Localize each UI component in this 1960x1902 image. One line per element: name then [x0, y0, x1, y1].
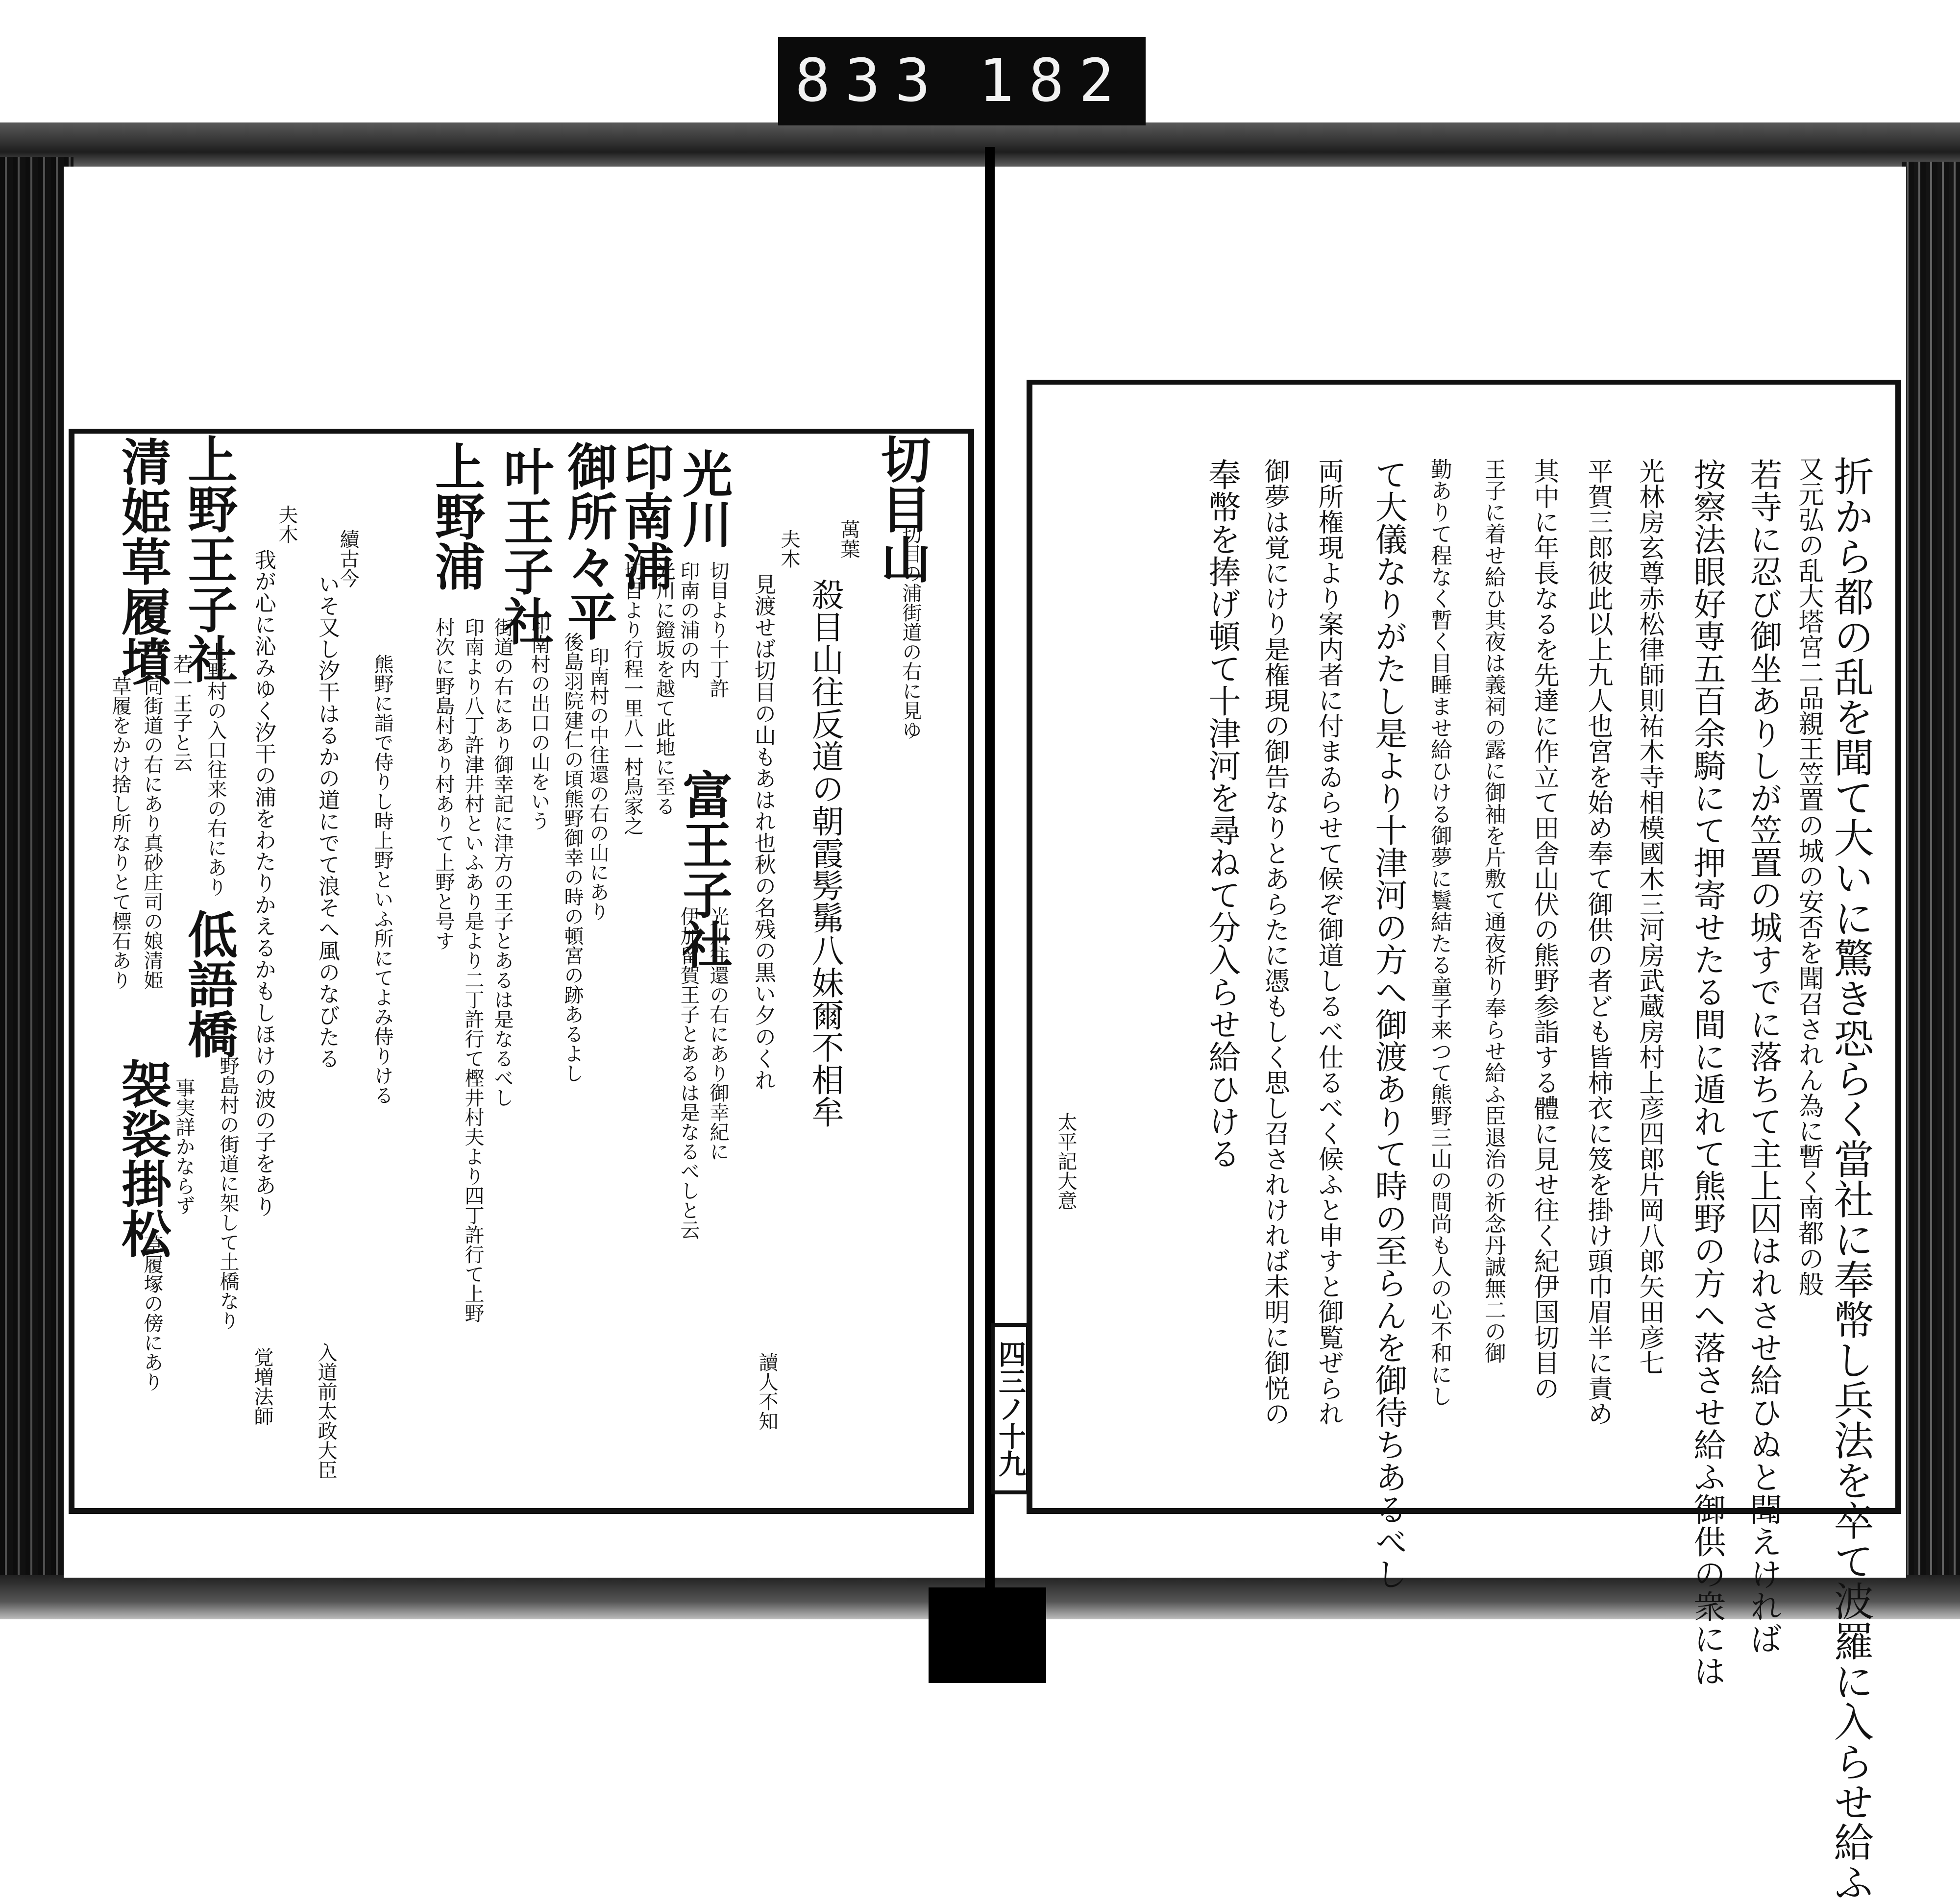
kano-oji-note-4: 村次に野島村あり村ありて上野と号す — [432, 617, 455, 951]
ueno-oji-title: 上野王子社 — [179, 434, 238, 683]
ueno-ura-author: 入道前太政大臣 — [315, 1342, 337, 1480]
frame-number-right: 182 — [979, 47, 1129, 115]
kirime-note: 切目の浦街道の右に見ゆ — [899, 524, 922, 740]
gosho-title: 御所々平 — [559, 441, 618, 641]
right-col-11: 両所権現より案内者に付まゐらせて候ぞ御道しるべ仕るべく候ふと申すと御覧ぜられ — [1314, 458, 1343, 1426]
tomi-oji-note-2: 伊加留賀王子とあるは是なるべしと云 — [677, 906, 700, 1240]
kirime-poem-2: 見渡せば切目の山もあはれ也秋の名残の黒い夕のくれ — [751, 573, 776, 1091]
teigo-bridge-note-1: 野島村の街道に架して土橋なり — [217, 1056, 239, 1330]
kirime-title: 切目山 — [873, 434, 931, 584]
hikari-note-3: 光川に鐙坂を越て此地に至る — [653, 561, 675, 816]
kano-oji-note-3: 印南より八丁許津井村といふあり是より二丁許行て樫井村夫より四丁許行て上野 — [462, 617, 484, 1323]
right-col-5: 光林房玄尊赤松律師則祐木寺相模國木三河房武蔵房村上彦四郎片岡八郎矢田彦七 — [1635, 458, 1664, 1375]
kiyohime-title: 清姫草履墳 — [113, 436, 172, 686]
inami-note-1: 後島羽院建仁の頃熊野御幸の時の頓宮の跡あるよし — [561, 632, 584, 1083]
ueno-ura-title: 上野浦 — [427, 441, 486, 591]
right-col-3: 若寺に忍び御坐ありしが笠置の城すでに落ちて主上囚はれさせ給ひぬと聞えければ — [1744, 458, 1782, 1655]
ueno-oji-note-2: 上野村の入口往来の右にあり — [204, 642, 227, 897]
kirime-poem: 殺目山往反道の朝霞髣髴八妹爾不相牟 — [806, 578, 844, 1128]
folio-number: 四三ノ十九 — [991, 1323, 1030, 1494]
right-col-1: 折から都の乱を聞て大いに驚き恐らく當社に奉幣し兵法を卒て波羅に入らせ給ふ — [1827, 456, 1874, 1902]
right-source-tag: 太平記大意 — [1054, 1112, 1077, 1210]
hikari-note-4: 切目より行程一里八一村鳥家之 — [621, 561, 643, 835]
kiyohime-note-2: 草履をかけ捨し所なりとて標石あり — [109, 676, 131, 990]
frame-number-left: 833 — [795, 47, 945, 115]
hikari-note-1: 切目より十丁許 — [707, 561, 729, 698]
tomi-oji-note-1: 光川往還の右にあり御幸紀に — [707, 906, 729, 1161]
inami-note-2: 印南村の中往還の右の山にあり — [587, 647, 609, 921]
right-col-13: 奉幣を捧げ頓て十津河を尋ねて分入らせ給ひける — [1203, 458, 1241, 1170]
hikari-note-2: 印南の浦の内 — [677, 561, 700, 679]
teigo-bridge-title: 低語橋 — [179, 909, 238, 1059]
fuboku-tag: 夫木 — [275, 505, 298, 544]
kiyohime-note-1: 同街道の右にあり真砂庄司の娘清姫 — [141, 676, 163, 990]
right-col-6: 平賀三郎彼此以上九人也宮を始め奉て御供の者ども皆柿衣に笈を掛け頭巾眉半に責め — [1583, 458, 1613, 1426]
kesa-pine-note: 草履塚の傍にあり — [141, 1235, 163, 1391]
ueno-ura-poem-tag: 續古今 — [337, 529, 359, 588]
ueno-ura-note-1: 熊野に詣で侍りし時上野といふ所にてよみ侍りける — [371, 654, 393, 1105]
right-col-12: 御夢は覚にけり是権現の御告なりとあらたに憑もしく思し召されければ未明に御悦の — [1260, 458, 1289, 1426]
fuboku-author: 覚増法師 — [251, 1347, 273, 1426]
hikari-title: 光川 — [674, 448, 733, 548]
right-col-7: 其中に年長なるを先達に作立て田舎山伏の熊野参詣する體に見せ往く紀伊国切目の — [1529, 458, 1559, 1401]
right-col-4: 按察法眼好専五百余騎にて押寄せたる間に遁れて熊野の方へ落させ給ふ御供の衆には — [1688, 458, 1726, 1687]
kesa-pine-title: 袈裟掛松 — [113, 1058, 172, 1258]
kirime-source-tag: 萬葉 — [837, 519, 860, 559]
kirime-author: 讀人不知 — [756, 1352, 778, 1431]
right-col-2: 又元弘の乱大塔宮二品親王笠置の城の安否を聞召されん為に暫く南都の般 — [1794, 456, 1823, 1296]
right-col-10: て大儀なりがたし是より十津河の方へ御渡ありて時の至らんを御待ちあるべし — [1370, 458, 1407, 1590]
spine-block — [929, 1587, 1046, 1683]
kano-oji-note-2: 街道の右にあり御幸記に津方の王子とあるは是なるべし — [491, 617, 514, 1107]
right-col-8: 王子に着せ給ひ其夜は義祠の露に御袖を片敷て通夜祈り奉らせ給ふ臣退治の祈念丹誠無二の御 — [1481, 458, 1506, 1364]
kirime-author-tag: 夫木 — [778, 529, 800, 568]
inami-title: 印南浦 — [615, 441, 674, 591]
right-col-9: 勤ありて程なく暫く目睡ませ給ひける御夢に鬟結たる童子来つて熊野三山の間尚も人の心不和にし — [1427, 458, 1452, 1407]
fuboku-poem: 我が心に沁みゆく汐干の浦をわたりかえるかもしほけの波の子をあり — [251, 549, 276, 1217]
ueno-ura-poem: いそ又し汐干はるかの道にでて浪そへ風のなびたる — [315, 573, 340, 1069]
kano-oji-title: 叶王子社 — [495, 446, 554, 646]
ueno-oji-note-1: 若一王子と云 — [170, 654, 193, 772]
kano-oji-note-1: 印南村の出口の山をいう — [528, 615, 550, 830]
tomi-oji-title: 富王子社 — [674, 769, 733, 969]
teigo-bridge-note-2: 事実詳かならず — [172, 1078, 195, 1215]
book-left-edge — [0, 157, 74, 1592]
frame-number-label — [778, 37, 1146, 125]
book-right-edge — [1902, 162, 1960, 1592]
